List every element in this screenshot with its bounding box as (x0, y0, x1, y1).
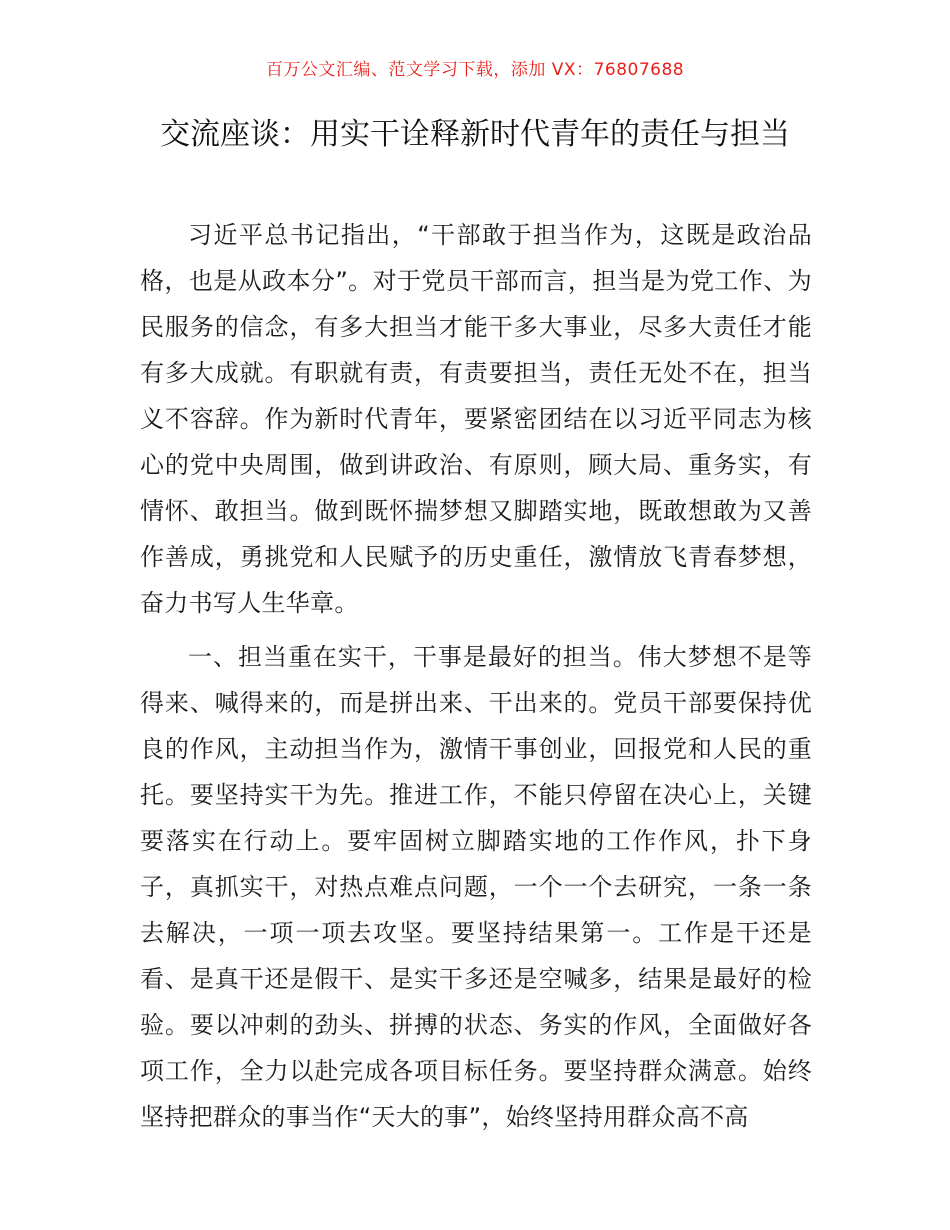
header-banner: 百万公文汇编、范文学习下载，添加 VX：76807688 (265, 60, 685, 80)
document-body (140, 212, 812, 1140)
paragraph-section-1: 一、担当重在实干，干事是最好的担当。伟大梦想不是等得来、喊得来的，而是拼出来、干出来的。党员干部要保持优良的作风，主动担当作为，激情干事创业，回报党和人民的重托。要坚持实干为先。推进工作，不能只停留在决心上，关键要落实在行动上。要牢固树立脚踏实地的工作作风，扑下身子，真抓实干，对热点难点问题，一个一个去研究，一条一条去解决，一项一项去攻坚。要坚持结果第一。工作是干还是看、是真干还是假干、是实干多还是空喊多，结果是最好的检验。要以冲刺的劲头、拼搏的状态、务实的作风，全面做好各项工作，全力以赴完成各项目标任务。要坚持群众满意。始终坚持把群众的事当作“天大的事”，始终坚持用群众高不高 (140, 643, 812, 1131)
document-title: 交流座谈：用实干诠释新时代青年的责任与担当 (160, 117, 790, 152)
paragraph-intro: 习近平总书记指出，“干部敢于担当作为，这既是政治品格，也是从政本分”。对于党员干部而言，担当是为党工作、为民服务的信念，有多大担当才能干多大事业，尽多大责任才能有多大成就。有职就有责，有责要担当，责任无处不在，担当义不容辞。作为新时代青年，要紧密团结在以习近平同志为核心的党中央周围，做到讲政治、有原则，顾大局、重务实，有情怀、敢担当。做到既怀揣梦想又脚踏实地，既敢想敢为又善作善成，勇挑党和人民赋予的历史重任，激情放飞青春梦想，奋力书写人生华章。 (140, 221, 812, 617)
